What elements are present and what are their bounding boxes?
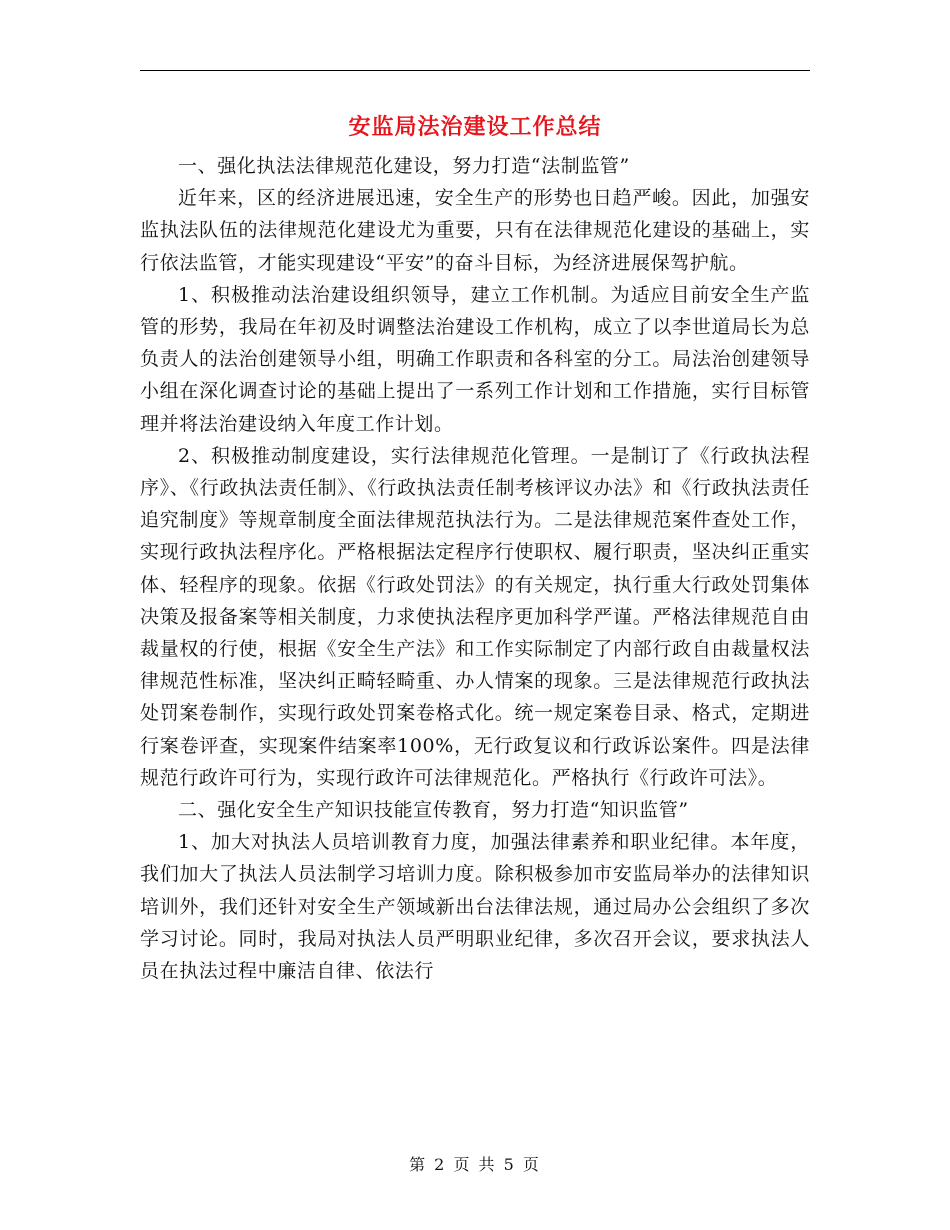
page-number: 第 2 页 共 5 页 bbox=[409, 1155, 541, 1174]
paragraph-training: 1、加大对执法人员培训教育力度，加强法律素养和职业纪律。本年度，我们加大了执法人员法制学习培训力度。除积极参加市安监局举办的法律知识培训外，我们还针对安全生产领域新出台法律法规，通过局办公会组织了多次学习讨论。同时，我局对执法人员严明职业纪律，多次召开会议，要求执法人员在执法过程中廉洁自律、依法行 bbox=[140, 831, 810, 983]
section-heading-1: 一、强化执法法律规范化建设，努力打造“法制监管” bbox=[178, 155, 630, 177]
header-rule bbox=[140, 70, 810, 71]
paragraph-item-2: 2、积极推动制度建设，实行法律规范化管理。一是制订了《行政执法程序》、《行政执法责任制》、《行政执法责任制考核评议办法》和《行政执法责任追究制度》等规章制度全面法律规范执法行为。二是法律规范案件查处工作，实现行政执法程序化。严格根据法定程序行使职权、履行职责，坚决纠正重实体、轻程序的现象。依据《行政处罚法》的有关规定，执行重大行政处罚集体决策及报备案等相关制度，力求使执法程序更加科学严谨。严格法律规范自由裁量权的行使，根据《安全生产法》和工作实际制定了内部行政自由裁量权法律规范性标准，坚决纠正畸轻畸重、办人情案的现象。三是法律规范行政执法处罚案卷制作，实现行政处罚案卷格式化。统一规定案卷目录、格式，定期进行案卷评查，实现案件结案率100%，无行政复议和行政诉讼案件。四是法律规范行政许可行为，实现行政许可法律规范化。严格执行《行政许可法》。 bbox=[140, 444, 810, 789]
paragraph-item-1: 1、积极推动法治建设组织领导，建立工作机制。为适应目前安全生产监管的形势，我局在年初及时调整法治建设工作机构，成立了以李世道局长为总负责人的法治创建领导小组，明确工作职责和各科室的分工。局法治创建领导小组在深化调查讨论的基础上提出了一系列工作计划和工作措施，实行目标管理并将法治建设纳入年度工作计划。 bbox=[140, 283, 810, 435]
document-body bbox=[140, 150, 810, 987]
section-heading-2: 二、强化安全生产知识技能宣传教育，努力打造“知识监管” bbox=[178, 799, 689, 822]
paragraph-intro: 近年来，区的经济进展迅速，安全生产的形势也日趋严峻。因此，加强安监执法队伍的法律规范化建设尤为重要，只有在法律规范化建设的基础上，实行依法监管，才能实现建设“平安”的奋斗目标，为经济进展保驾护航。 bbox=[140, 187, 810, 274]
document-title: 安监局法治建设工作总结 bbox=[348, 114, 602, 140]
